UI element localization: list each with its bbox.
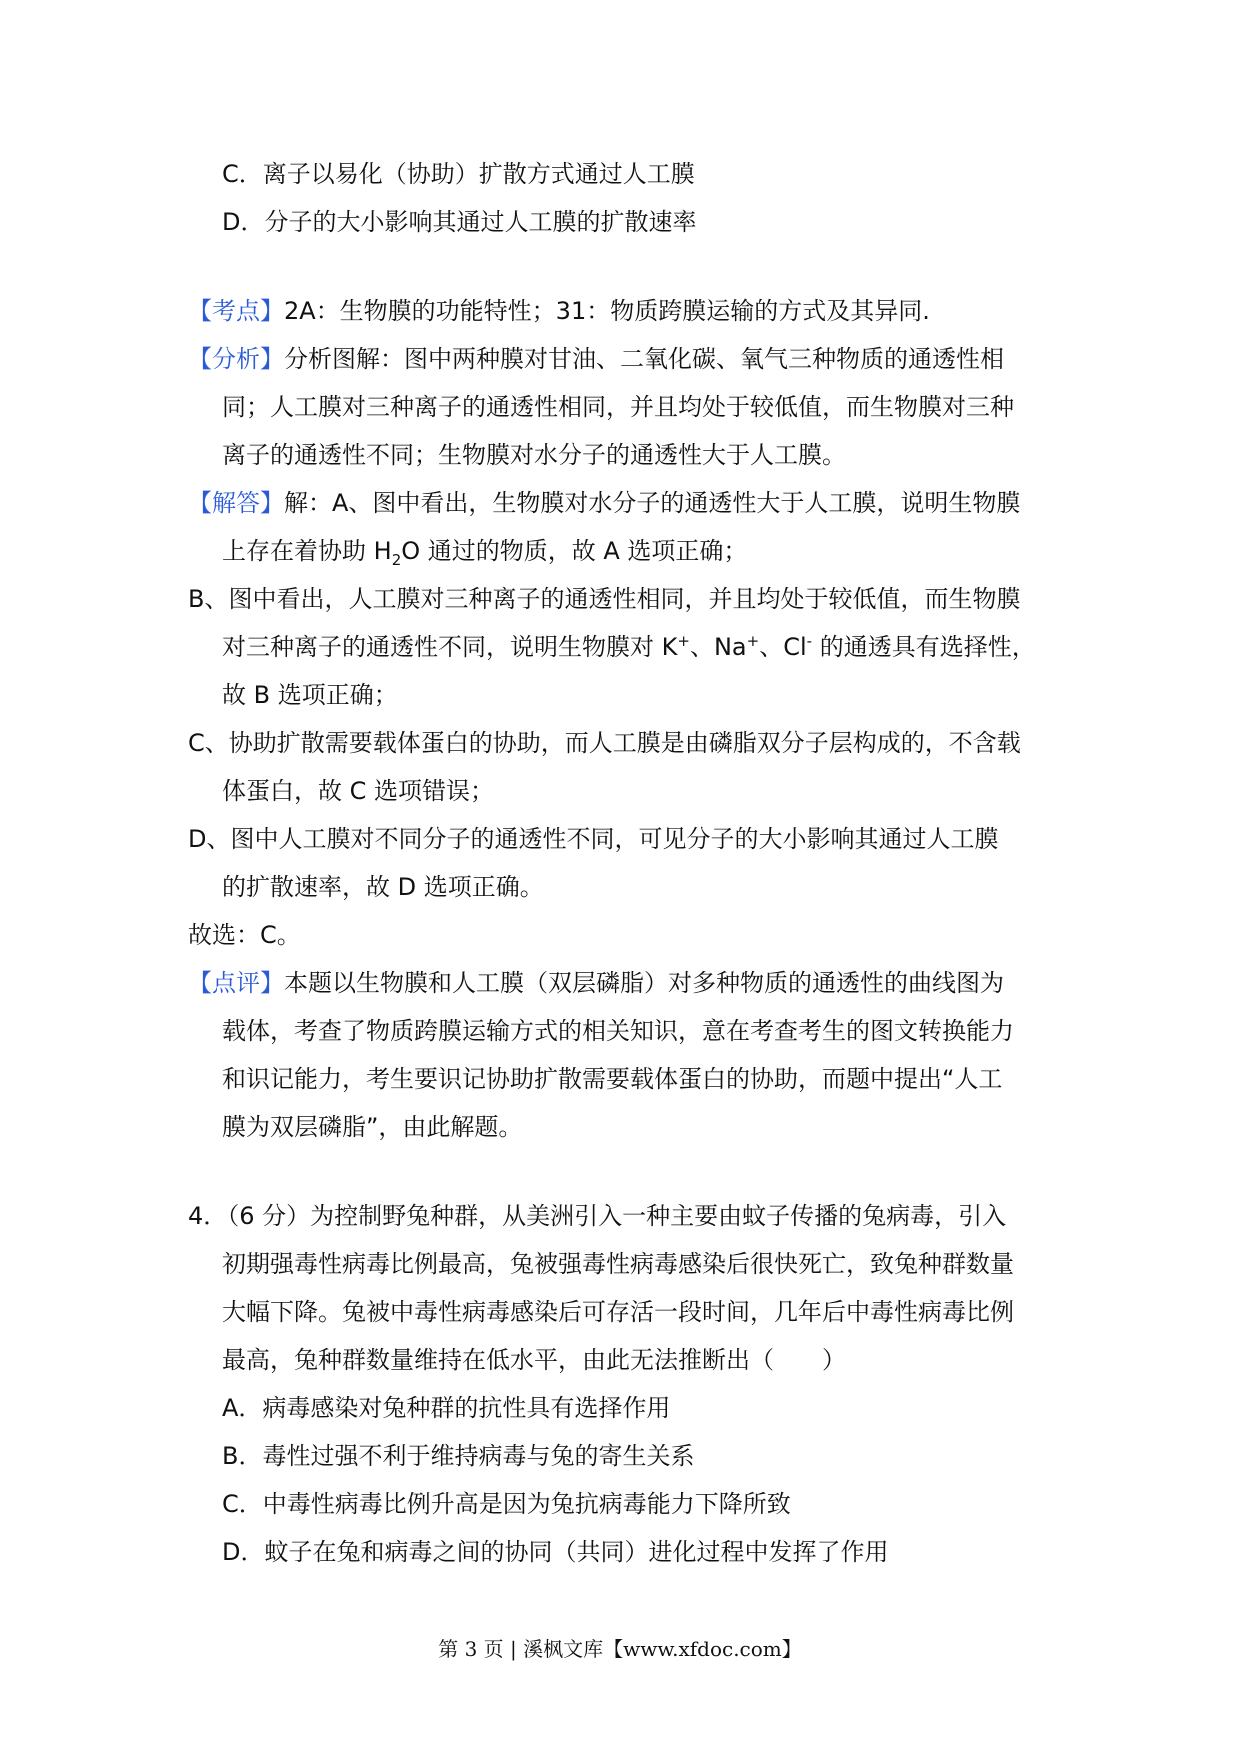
fenxi-tag: 【分析】 bbox=[188, 345, 284, 373]
page-footer: 第 3 页 | 溪枫文库【www.xfdoc.com】 bbox=[438, 1637, 802, 1661]
q4-option-a: A．病毒感染对兔种群的抗性具有选择作用 bbox=[222, 1394, 671, 1422]
dianping-line-2: 载体，考查了物质跨膜运输方式的相关知识，意在考查考生的图文转换能力 bbox=[222, 1017, 1014, 1045]
fenxi-text-1: 分析图解：图中两种膜对甘油、二氧化碳、氧气三种物质的通透性相 bbox=[284, 345, 1004, 373]
jieda-line-1 bbox=[188, 488, 1020, 518]
jieda-c-line-1: C、协助扩散需要载体蛋白的协助，而人工膜是由磷脂双分子层构成的，不含载 bbox=[188, 729, 1021, 757]
jieda-a-line-2 bbox=[222, 536, 748, 569]
jieda-b-pre: 对三种离子的通透性不同，说明生物膜对 K bbox=[222, 633, 678, 661]
jieda-b-mid2: 、Cl bbox=[759, 633, 807, 661]
cl-superscript: - bbox=[806, 632, 813, 650]
jieda-b-post: 的通透具有选择性， bbox=[812, 633, 1036, 661]
jieda-b-line-3: 故 B 选项正确； bbox=[222, 681, 398, 709]
k-superscript: + bbox=[677, 632, 690, 650]
q4-stem-line-1: 4．（6 分）为控制野兔种群，从美洲引入一种主要由蚊子传播的兔病毒，引入 bbox=[188, 1202, 1007, 1230]
q3-option-c: C．离子以易化（协助）扩散方式通过人工膜 bbox=[222, 160, 695, 188]
dianping-line-4: 膜为双层磷脂”，由此解题。 bbox=[222, 1113, 523, 1141]
q4-stem-line-4: 最高，兔种群数量维持在低水平，由此无法推断出（ ） bbox=[222, 1346, 846, 1374]
dianping-line-1 bbox=[188, 968, 1004, 998]
jieda-b-line-1: B、图中看出，人工膜对三种离子的通透性相同，并且均处于较低值，而生物膜 bbox=[188, 585, 1021, 613]
kaodian-text: 2A：生物膜的功能特性；31：物质跨膜运输的方式及其异同. bbox=[284, 297, 930, 325]
q4-stem-line-2: 初期强毒性病毒比例最高，兔被强毒性病毒感染后很快死亡，致兔种群数量 bbox=[222, 1250, 1014, 1278]
jieda-answer: 故选：C。 bbox=[188, 921, 301, 949]
jieda-a-text-1: 解：A、图中看出，生物膜对水分子的通透性大于人工膜，说明生物膜 bbox=[284, 489, 1021, 517]
fenxi-line-1 bbox=[188, 344, 1004, 374]
q4-stem-line-3: 大幅下降。兔被中毒性病毒感染后可存活一段时间，几年后中毒性病毒比例 bbox=[222, 1298, 1014, 1326]
jieda-a-post: O 通过的物质，故 A 选项正确； bbox=[401, 537, 748, 565]
jieda-c-line-2: 体蛋白，故 C 选项错误； bbox=[222, 777, 495, 805]
q4-option-d: D．蚊子在兔和病毒之间的协同（共同）进化过程中发挥了作用 bbox=[222, 1538, 889, 1566]
na-superscript: + bbox=[746, 632, 760, 650]
jieda-d-line-2: 的扩散速率，故 D 选项正确。 bbox=[222, 873, 544, 901]
q4-option-c: C．中毒性病毒比例升高是因为兔抗病毒能力下降所致 bbox=[222, 1490, 791, 1518]
h2o-subscript: 2 bbox=[391, 550, 402, 569]
jieda-tag: 【解答】 bbox=[188, 489, 284, 517]
dianping-line-3: 和识记能力，考生要识记协助扩散需要载体蛋白的协助，而题中提出“人工 bbox=[222, 1065, 1003, 1093]
q3-option-d: D．分子的大小影响其通过人工膜的扩散速率 bbox=[222, 208, 697, 236]
dianping-text-1: 本题以生物膜和人工膜（双层磷脂）对多种物质的通透性的曲线图为 bbox=[284, 969, 1004, 997]
jieda-d-line-1: D、图中人工膜对不同分子的通透性不同，可见分子的大小影响其通过人工膜 bbox=[188, 825, 999, 853]
jieda-b-line-2 bbox=[222, 632, 1036, 662]
kaodian-line bbox=[188, 296, 930, 326]
jieda-a-pre: 上存在着协助 H bbox=[222, 537, 392, 565]
q4-option-b: B．毒性过强不利于维持病毒与兔的寄生关系 bbox=[222, 1442, 695, 1470]
dianping-tag: 【点评】 bbox=[188, 969, 284, 997]
fenxi-line-2: 同；人工膜对三种离子的通透性相同，并且均处于较低值，而生物膜对三种 bbox=[222, 393, 1014, 421]
kaodian-tag: 【考点】 bbox=[188, 297, 284, 325]
fenxi-line-3: 离子的通透性不同；生物膜对水分子的通透性大于人工膜。 bbox=[222, 441, 846, 469]
jieda-b-mid1: 、Na bbox=[689, 633, 747, 661]
